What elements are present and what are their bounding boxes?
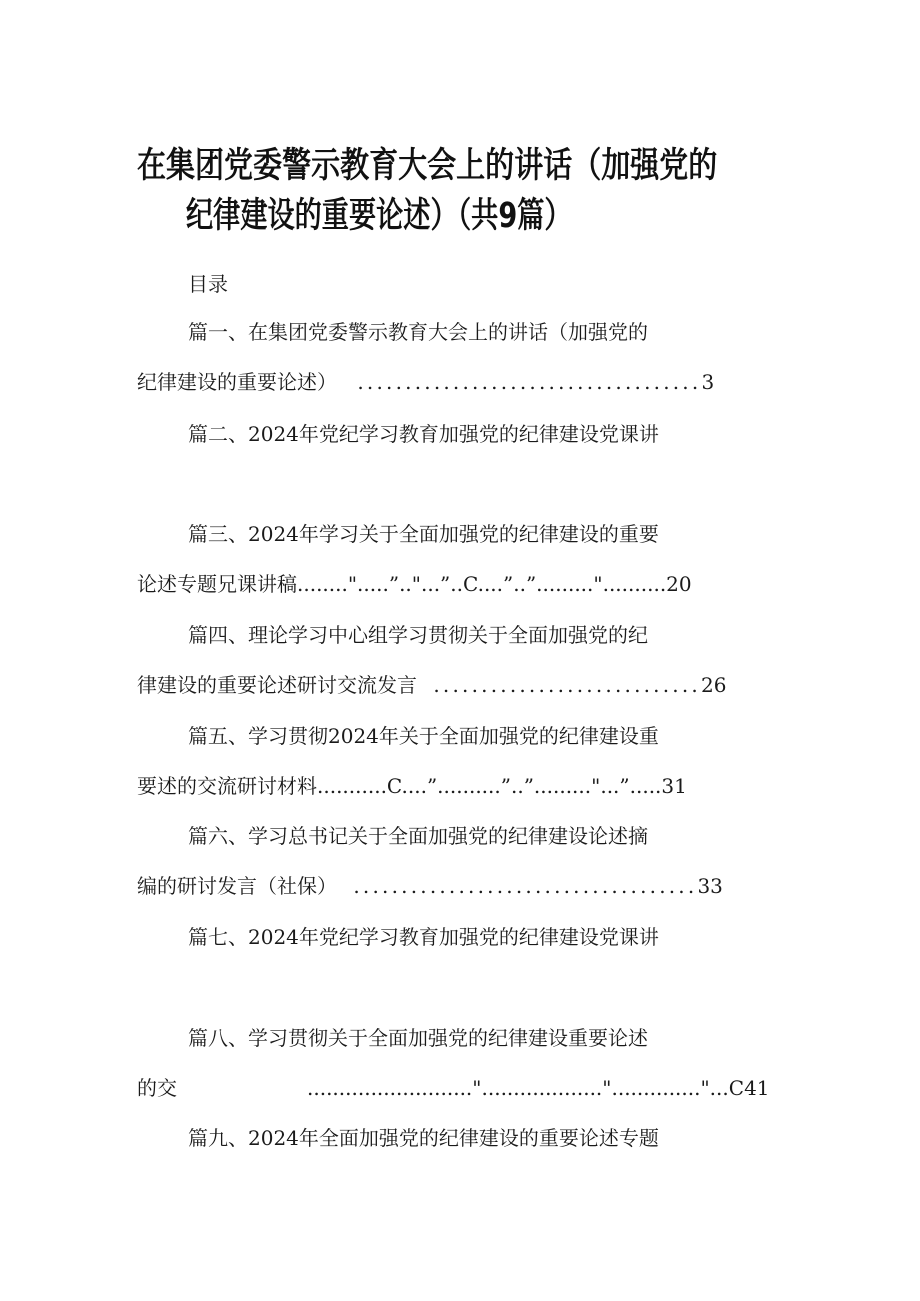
toc-entry-4-leader: ............................ xyxy=(433,673,701,697)
toc-entry-1-line-1: 篇一、在集团党委警示教育大会上的讲话（加强党的 xyxy=(188,320,648,344)
toc-entry-8-line-2 xyxy=(137,1074,770,1102)
toc-entry-1-page: 3 xyxy=(701,370,715,394)
document-title-line-2: 纪律建设的重要论述）（共9篇） xyxy=(186,196,572,236)
toc-entry-5-page: 31 xyxy=(661,774,687,798)
toc-entry-8-text: 的交 xyxy=(137,1076,177,1100)
toc-entry-2-line-1: 篇二、2024年党纪学习教育加强党的纪律建设党课讲 xyxy=(188,422,659,446)
toc-entry-1-line-2 xyxy=(137,368,714,396)
toc-entry-8-leader: .........................."...................".............."...C xyxy=(307,1076,745,1100)
toc-entry-7-line-1: 篇七、2024年党纪学习教育加强党的纪律建设党课讲 xyxy=(188,925,659,949)
toc-entry-1-text: 纪律建设的重要论述） xyxy=(137,370,337,394)
toc-heading: 目录 xyxy=(188,272,228,296)
toc-entry-9-line-1: 篇九、2024年全面加强党的纪律建设的重要论述专题 xyxy=(188,1126,659,1150)
toc-entry-4-page: 26 xyxy=(700,673,727,697)
toc-entry-5-text: 要述的交流研讨材料 xyxy=(137,774,317,798)
toc-entry-5-line-2 xyxy=(137,772,687,800)
document-title-line-1: 在集团党委警示教育大会上的讲话（加强党的 xyxy=(137,146,718,186)
toc-entry-6-text: 编的研讨发言（社保） xyxy=(137,874,337,898)
toc-entry-3-line-2 xyxy=(137,570,692,598)
toc-entry-4-line-2 xyxy=(137,671,726,699)
toc-entry-4-text: 律建设的重要论述研讨交流发言 xyxy=(137,673,417,697)
toc-entry-6-line-2 xyxy=(137,872,723,900)
toc-entry-5-leader: ...........C....”..........”..”........."...”..... xyxy=(317,774,662,798)
toc-entry-1-leader: .................................... xyxy=(357,370,702,394)
toc-entry-3-text: 论述专题兄课讲稿 xyxy=(137,572,297,596)
toc-entry-3-line-1: 篇三、2024年学习关于全面加强党的纪律建设的重要 xyxy=(188,522,659,546)
toc-entry-8-page: 41 xyxy=(744,1076,770,1100)
toc-entry-8-line-1: 篇八、学习贯彻关于全面加强党的纪律建设重要论述 xyxy=(188,1026,648,1050)
toc-entry-5-line-1: 篇五、学习贯彻2024年关于全面加强党的纪律建设重 xyxy=(188,724,659,748)
toc-entry-6-line-1: 篇六、学习总书记关于全面加强党的纪律建设论述摘 xyxy=(188,824,648,848)
toc-entry-3-leader: ........".....”.."...”..C....”..”.........".......... xyxy=(297,572,667,596)
toc-entry-6-leader: .................................... xyxy=(353,874,698,898)
toc-entry-4-line-1: 篇四、理论学习中心组学习贯彻关于全面加强党的纪 xyxy=(188,623,648,647)
toc-entry-3-page: 20 xyxy=(666,572,692,596)
toc-entry-6-page: 33 xyxy=(697,874,723,898)
